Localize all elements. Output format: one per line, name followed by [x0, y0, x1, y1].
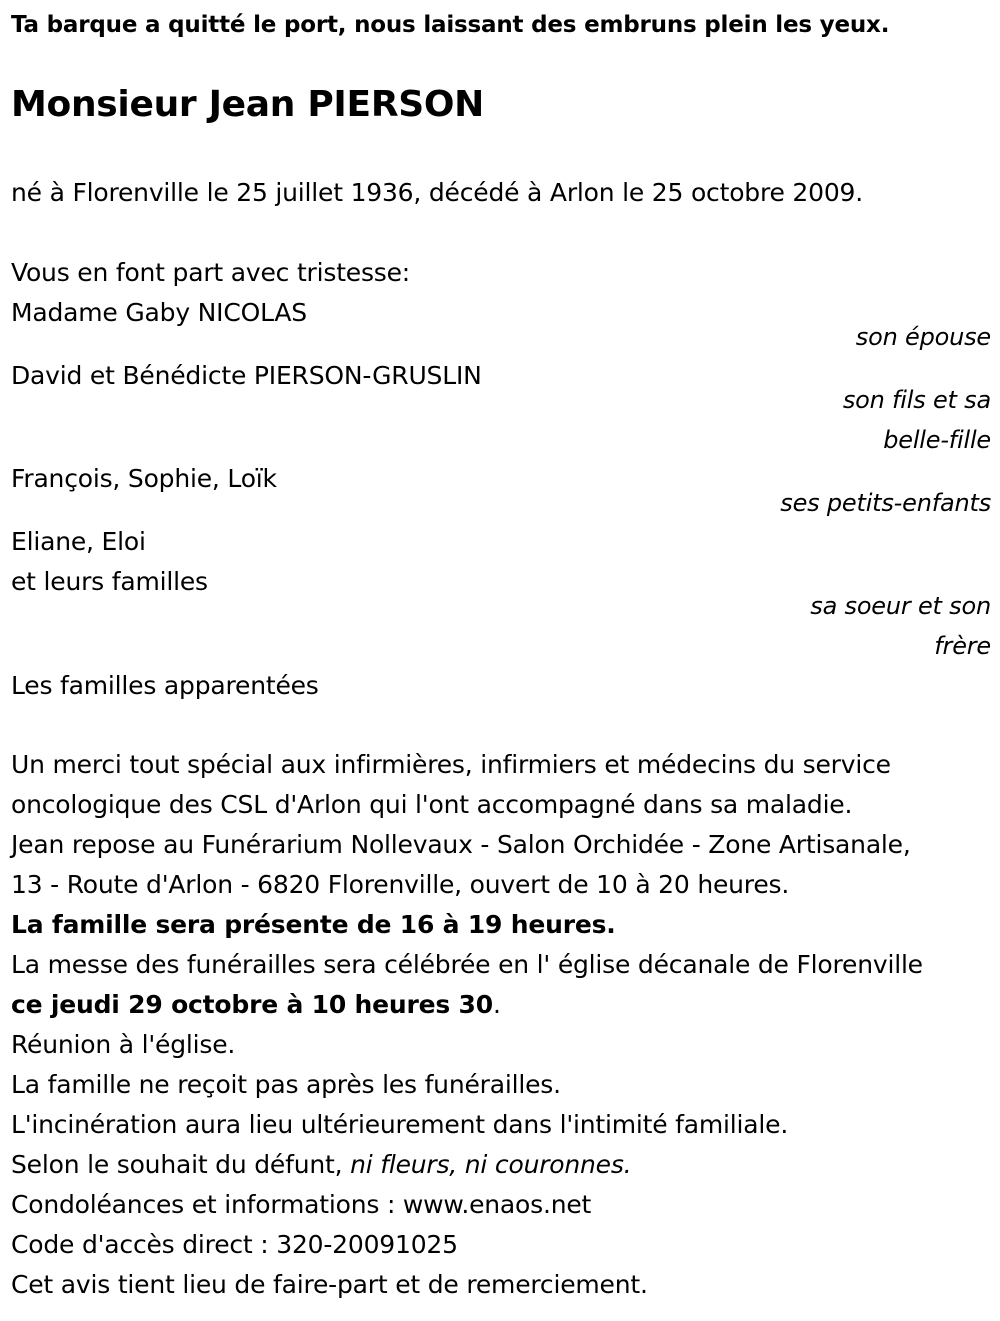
closing-line: Cet avis tient lieu de faire-part et de remerciement. — [11, 1270, 648, 1299]
family-member-name: David et Bénédicte PIERSON-GRUSLIN — [11, 361, 482, 390]
mass-date-line — [11, 985, 501, 1025]
mass-line: La messe des funérailles sera célébrée en l' église décanale de Florenville — [11, 950, 923, 979]
family-member-name: François, Sophie, Loïk — [11, 464, 277, 493]
birth-death-line: né à Florenville le 25 juillet 1936, décédé à Arlon le 25 octobre 2009. — [11, 178, 863, 207]
repose-line: 13 - Route d'Arlon - 6820 Florenville, ouvert de 10 à 20 heures. — [11, 870, 790, 899]
wish-prefix: Selon le souhait du défunt, — [11, 1150, 351, 1179]
wish-italic: ni fleurs, ni couronnes. — [350, 1150, 632, 1179]
family-relation: frère — [934, 632, 991, 660]
reunion-line: Réunion à l'église. — [11, 1030, 236, 1059]
thanks-line: oncologique des CSL d'Arlon qui l'ont accompagné dans sa maladie. — [11, 790, 853, 819]
family-relation: sa soeur et son — [810, 592, 991, 620]
thanks-line: Un merci tout spécial aux infirmières, infirmiers et médecins du service — [11, 750, 891, 779]
condolences-line: Condoléances et informations : www.enaos.net — [11, 1190, 592, 1219]
repose-line: Jean repose au Funérarium Nollevaux - Salon Orchidée - Zone Artisanale, — [11, 830, 911, 859]
incineration-line: L'incinération aura lieu ultérieurement dans l'intimité familiale. — [11, 1110, 789, 1139]
family-member-name: Madame Gaby NICOLAS — [11, 298, 307, 327]
presence-line: La famille sera présente de 16 à 19 heures. — [11, 910, 616, 939]
family-member-name: Eliane, Eloi — [11, 527, 146, 556]
mass-date: ce jeudi 29 octobre à 10 heures 30 — [11, 990, 493, 1019]
deceased-name: Monsieur Jean PIERSON — [11, 84, 485, 125]
family-relation: son épouse — [855, 323, 991, 351]
family-relation: belle-fille — [883, 426, 991, 454]
mass-date-end: . — [492, 990, 501, 1019]
intro-line: Vous en font part avec tristesse: — [11, 258, 411, 287]
wish-line — [11, 1145, 631, 1185]
no-reception-line: La famille ne reçoit pas après les funérailles. — [11, 1070, 561, 1099]
family-member-name: et leurs familles — [11, 567, 208, 596]
access-code-line: Code d'accès direct : 320-20091025 — [11, 1230, 458, 1259]
family-member-name: Les familles apparentées — [11, 671, 319, 700]
epigraph: Ta barque a quitté le port, nous laissant des embruns plein les yeux. — [11, 12, 890, 38]
family-relation: son fils et sa — [842, 386, 991, 414]
family-relation: ses petits-enfants — [780, 489, 991, 517]
